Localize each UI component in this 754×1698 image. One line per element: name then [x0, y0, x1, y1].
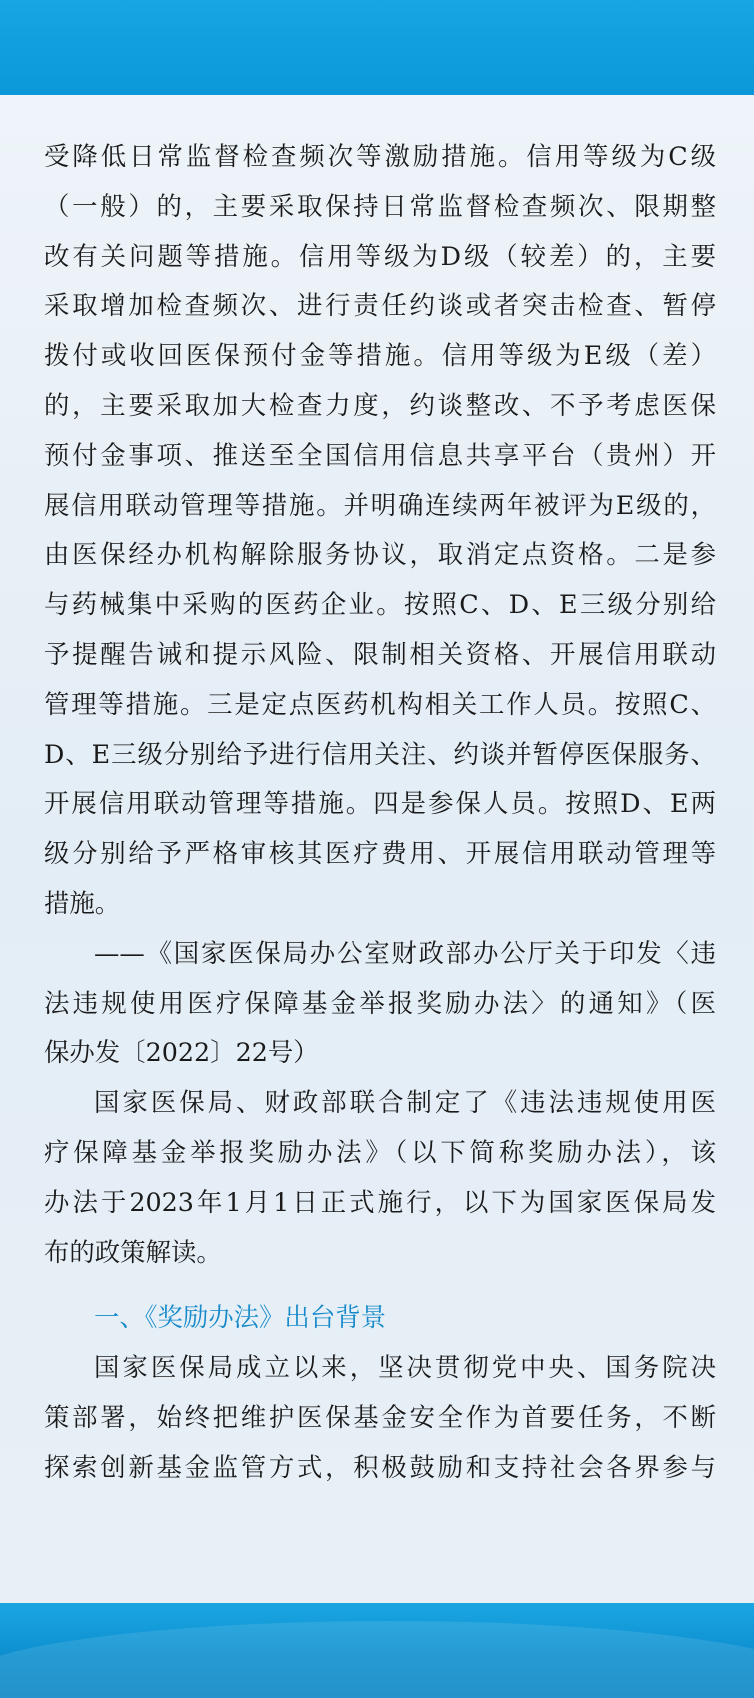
text-line: 拨付或收回医保预付金等措施。信用等级为E级（差） — [44, 340, 716, 371]
citation-line: 保办发〔2022〕22号） — [44, 1037, 319, 1068]
text-line: 予提醒告诫和提示风险、限制相关资格、开展信用联动 — [44, 638, 716, 669]
bottom-decorative-band — [0, 1603, 754, 1698]
document-text — [44, 132, 716, 1493]
citation — [44, 929, 716, 1078]
text-line: D、E三级分别给予进行信用关注、约谈并暂停医保服务、 — [44, 738, 716, 769]
text-line: 措施。 — [44, 887, 121, 918]
text-line: 的，主要采取加大检查力度，约谈整改、不予考虑医保 — [44, 389, 716, 420]
text-line: 由医保经办机构解除服务协议，取消定点资格。二是参 — [44, 539, 716, 570]
top-decorative-band — [0, 0, 754, 95]
text-line: 办法于2023年1月1日正式施行，以下为国家医保局发 — [44, 1186, 716, 1217]
text-line: （一般）的，主要采取保持日常监督检查频次、限期整 — [44, 190, 716, 221]
text-line: 与药械集中采购的医药企业。按照C、D、E三级分别给 — [44, 589, 716, 620]
text-line: 受降低日常监督检查频次等激励措施。信用等级为C级 — [44, 141, 716, 171]
text-line: 策部署，始终把维护医保基金安全作为首要任务，不断 — [44, 1401, 716, 1432]
section-heading: 一、《奖励办法》出台背景 — [94, 1302, 386, 1333]
text-line: 国家医保局成立以来，坚决贯彻党中央、国务院决 — [94, 1352, 716, 1383]
text-line: 开展信用联动管理等措施。四是参保人员。按照D、E两 — [44, 788, 716, 819]
text-line: 采取增加检查频次、进行责任约谈或者突击检查、暂停 — [44, 290, 716, 321]
citation-line: ——《国家医保局办公室财政部办公厅关于印发〈违 — [94, 937, 716, 968]
text-line: 管理等措施。三是定点医药机构相关工作人员。按照C、 — [44, 688, 716, 719]
text-line: 级分别给予严格审核其医疗费用、开展信用联动管理等 — [44, 838, 716, 869]
citation-line: 法违规使用医疗保障基金举报奖励办法〉的通知》（医 — [44, 987, 716, 1018]
text-line: 国家医保局、财政部联合制定了《违法违规使用医 — [94, 1087, 716, 1118]
text-line: 探索创新基金监管方式，积极鼓励和支持社会各界参与 — [44, 1451, 716, 1482]
paragraph-background — [44, 1343, 716, 1492]
text-line: 改有关问题等措施。信用等级为D级（较差）的，主要 — [44, 240, 716, 271]
paragraph-credit-measures — [44, 132, 716, 929]
text-line: 预付金事项、推送至全国信用信息共享平台（贵州）开 — [44, 439, 716, 470]
paragraph-intro — [44, 1078, 716, 1277]
text-line: 布的政策解读。 — [44, 1236, 222, 1267]
bottom-wave-shape — [0, 1621, 754, 1698]
text-line: 疗保障基金举报奖励办法》（以下简称奖励办法），该 — [44, 1136, 716, 1167]
section-gap — [44, 1277, 716, 1293]
text-line: 展信用联动管理等措施。并明确连续两年被评为E级的， — [44, 489, 716, 520]
